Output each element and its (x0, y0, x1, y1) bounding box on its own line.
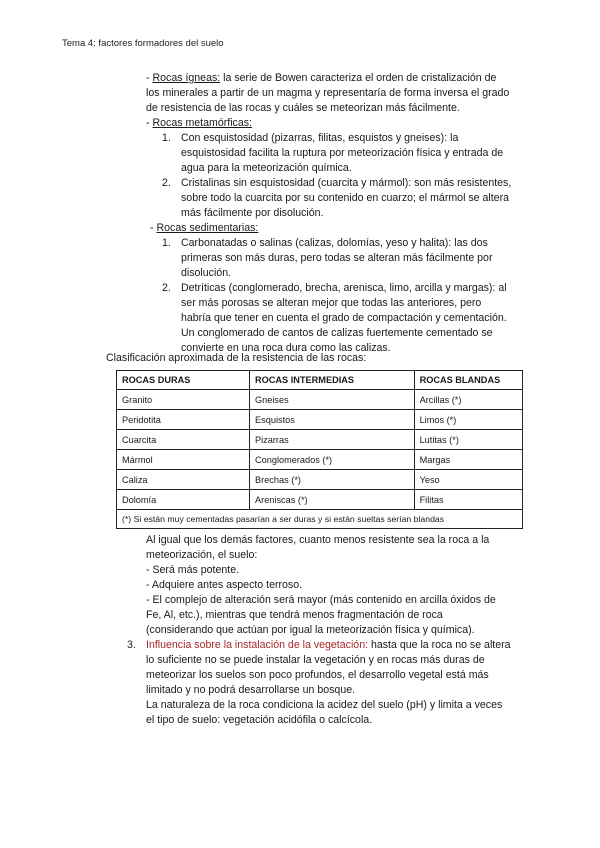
table-row (117, 470, 523, 490)
table-cell: Limos (*) (414, 410, 522, 430)
sedimentarias-item-1-line-3: disolución. (181, 267, 232, 279)
metamorficas-label: Rocas metamórficas: (152, 117, 252, 129)
table-cell: Conglomerados (*) (250, 450, 415, 470)
point3-text-1: hasta que la roca no se altera (368, 639, 511, 651)
header-rocas-intermedias: ROCAS INTERMEDIAS (250, 371, 415, 390)
table-cell: Peridotita (117, 410, 250, 430)
table-cell: Esquistos (250, 410, 415, 430)
table-caption: Clasificación aproximada de la resistencia de las rocas: (106, 352, 367, 364)
table-cell: Areniscas (*) (250, 490, 415, 510)
point3-line-4: limitado y no podrá desarrollarse un bosque. (146, 684, 356, 696)
table-cell: Margas (414, 450, 522, 470)
table-header-row (117, 371, 523, 390)
table-row (117, 490, 523, 510)
after-line-5: - El complejo de alteración será mayor (más contenido en arcilla óxidos de (146, 594, 496, 606)
sedimentarias-prefix: - (150, 222, 157, 234)
point3-line-3: meteorizar los suelos son poco profundos, el desarrollo vegetal está más (146, 669, 489, 681)
table-cell: Yeso (414, 470, 522, 490)
table-row (117, 450, 523, 470)
table-row (117, 390, 523, 410)
page-header: Tema 4: factores formadores del suelo (62, 38, 224, 49)
point3-title: Influencia sobre la instalación de la vegetación: (146, 639, 369, 651)
metamorficas-item-2-line-3: más fácilmente por disolución. (181, 207, 324, 219)
metamorficas-item-1-num: 1. (162, 132, 171, 144)
metamorficas-item-2-num: 2. (162, 177, 171, 189)
header-rocas-duras: ROCAS DURAS (117, 371, 250, 390)
table-cell: Granito (117, 390, 250, 410)
point3-line-2: lo suficiente no se puede instalar la vegetación y en rocas más duras de (146, 654, 485, 666)
igneas-label: Rocas ígneas: (152, 72, 221, 84)
metamorficas-heading (146, 116, 252, 131)
metamorficas-item-1-line-1: Con esquistosidad (pizarras, filitas, esquistos y gneises): la (181, 132, 459, 144)
igneas-text-1: la serie de Bowen caracteriza el orden de cristalización de (220, 72, 497, 84)
igneas-prefix: - (146, 72, 153, 84)
after-line-4: - Adquiere antes aspecto terroso. (146, 579, 303, 591)
table-cell: Gneises (250, 390, 415, 410)
after-line-1: Al igual que los demás factores, cuanto menos resistente sea la roca a la (146, 534, 490, 546)
sedimentarias-item-2-line-1: Detríticas (conglomerado, brecha, arenisca, limo, arcilla y margas): al (181, 282, 507, 294)
rock-resistance-table (116, 370, 523, 529)
metamorficas-item-2-line-2: sobre todo la cuarcita por su contenido en cuarzo; el mármol se altera (181, 192, 509, 204)
table-cell: Brechas (*) (250, 470, 415, 490)
table-cell: Cuarcita (117, 430, 250, 450)
metamorficas-item-1-line-2: esquistosidad facilita la ruptura por meteorización física y entrada de (181, 147, 504, 159)
point3-line-1 (146, 638, 511, 653)
table-cell: Mármol (117, 450, 250, 470)
sedimentarias-item-2-line-5: convierte en una roca dura como las calizas. (181, 342, 391, 354)
point3-num: 3. (127, 639, 136, 651)
igneas-line-2: los minerales a partir de un magma y representaría de forma inversa el grado (146, 87, 510, 99)
table-row (117, 410, 523, 430)
sedimentarias-item-2-line-2: ser más porosas se alteran mejor que todas las anteriores, pero (181, 297, 482, 309)
table-cell: Filitas (414, 490, 522, 510)
sedimentarias-heading (150, 221, 258, 236)
metamorficas-item-1-line-3: agua para la meteorización química. (181, 162, 352, 174)
sedimentarias-item-1-line-2: primeras son más duras, pero todas se alteran más fácilmente por (181, 252, 493, 264)
table-cell: Pizarras (250, 430, 415, 450)
metamorficas-item-2-line-1: Cristalinas sin esquistosidad (cuarcita y mármol): son más resistentes, (181, 177, 512, 189)
after-line-7: (considerando que actúan por igual la meteorización física y química). (146, 624, 475, 636)
table-cell: Arcillas (*) (414, 390, 522, 410)
after-line-3: - Será más potente. (146, 564, 240, 576)
igneas-line-3: de resistencia de las rocas y cuáles se meteorizan más fácilmente. (146, 102, 460, 114)
point3-line-5: La naturaleza de la roca condiciona la acidez del suelo (pH) y limita a veces (146, 699, 503, 711)
after-line-6: Fe, Al, etc.), mientras que tendrá menos fragmentación de roca (146, 609, 443, 621)
table-cell: Dolomía (117, 490, 250, 510)
sedimentarias-item-1-num: 1. (162, 237, 171, 249)
sedimentarias-item-1-line-1: Carbonatadas o salinas (calizas, dolomías, yeso y halita): las dos (181, 237, 488, 249)
header-rocas-blandas: ROCAS BLANDAS (414, 371, 522, 390)
sedimentarias-item-2-line-3: habría que tener en cuenta el grado de compactación y cementación. (181, 312, 507, 324)
igneas-line-1 (146, 71, 496, 86)
table-cell: Caliza (117, 470, 250, 490)
sedimentarias-item-2-num: 2. (162, 282, 171, 294)
sedimentarias-label: Rocas sedimentarias: (156, 222, 259, 234)
point3-line-6: el tipo de suelo: vegetación acidófila o calcícola. (146, 714, 373, 726)
table-row (117, 430, 523, 450)
after-line-2: meteorización, el suelo: (146, 549, 258, 561)
metamorficas-prefix: - (146, 117, 153, 129)
sedimentarias-item-2-line-4: Un conglomerado de cantos de calizas fuertemente cementado se (181, 327, 493, 339)
table-note-row (117, 510, 523, 529)
table-note: (*) Si están muy cementadas pasarían a ser duras y si están sueltas serían blandas (117, 510, 523, 529)
table-cell: Lutitas (*) (414, 430, 522, 450)
